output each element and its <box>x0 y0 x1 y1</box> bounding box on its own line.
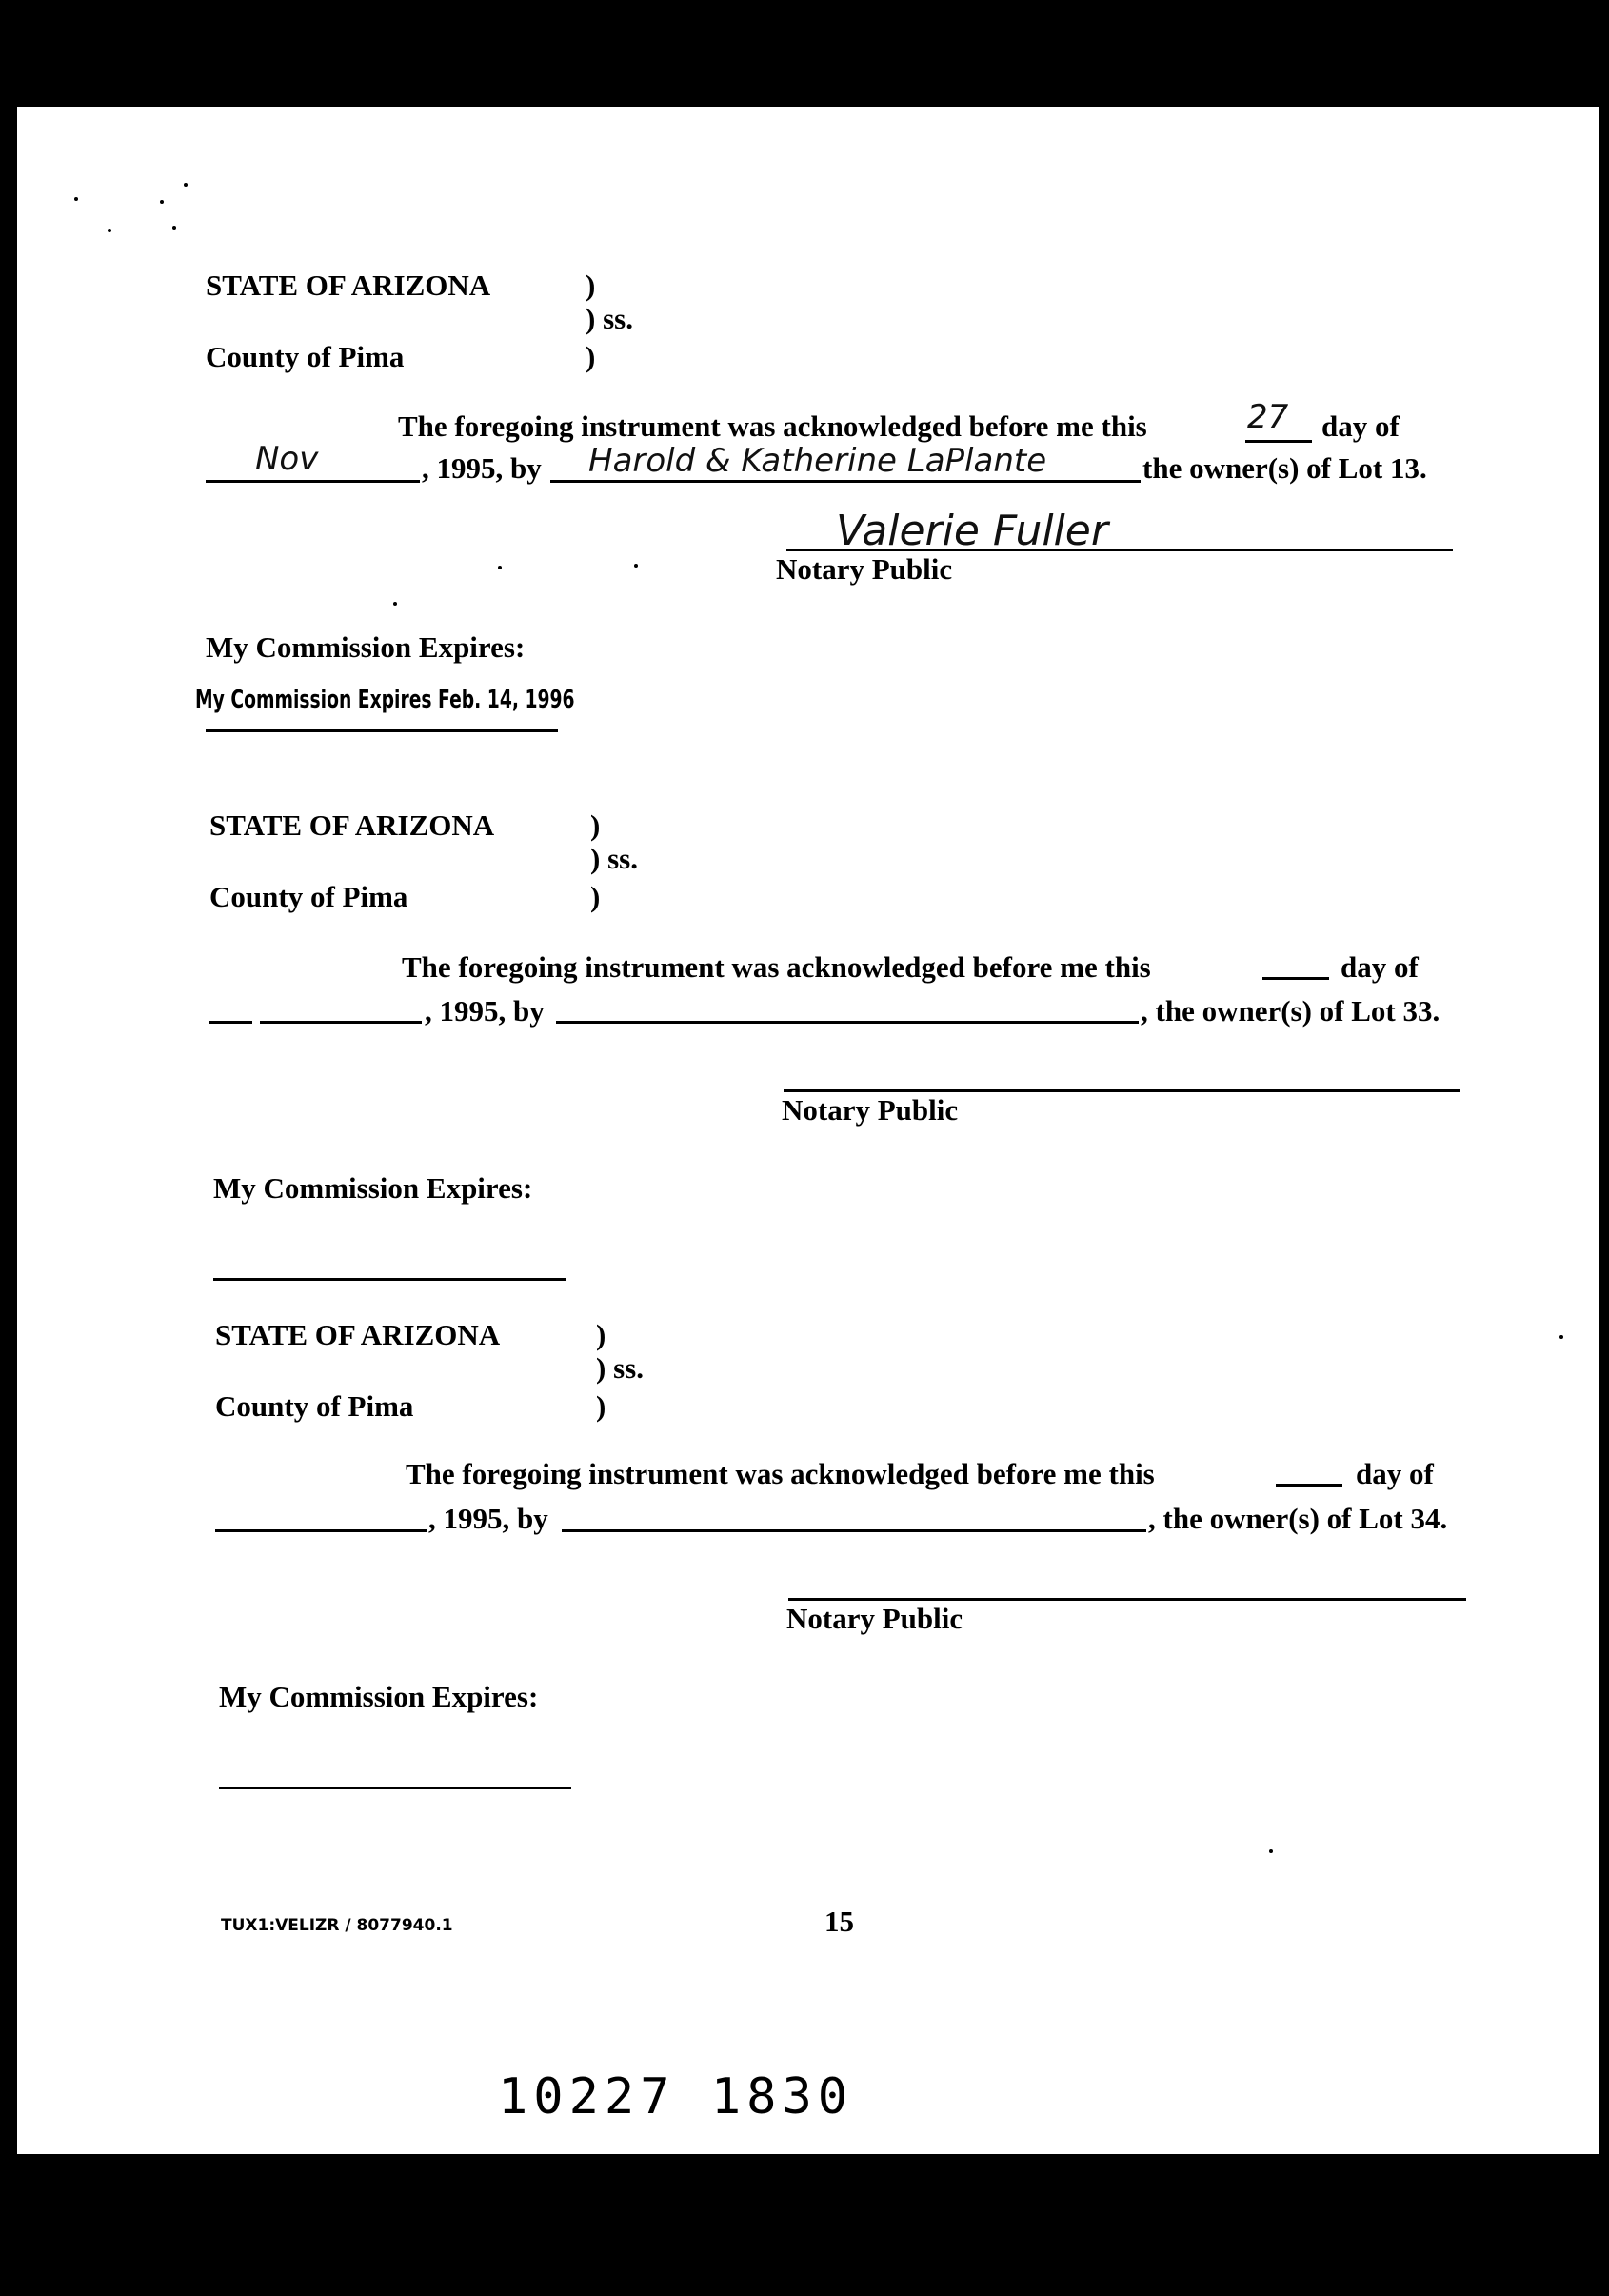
county-heading: County of Pima <box>206 340 405 373</box>
year-by-text: , 1995, by <box>428 1502 548 1535</box>
commission-expires-label: My Commission Expires: <box>219 1680 539 1713</box>
acknowledgment-text: The foregoing instrument was acknowledged before me this <box>402 950 1151 984</box>
day-of-text: day of <box>1341 950 1419 984</box>
month-blank <box>215 1529 427 1532</box>
scan-speck <box>160 200 164 204</box>
name-blank <box>562 1529 1146 1532</box>
paren: ) <box>586 269 596 302</box>
page-number: 15 <box>824 1905 854 1938</box>
notary-public-label: Notary Public <box>776 552 953 586</box>
notary-signature: Valerie Fuller <box>836 507 1108 555</box>
name-blank <box>550 480 1141 483</box>
name-handwritten: Harold & Katherine LaPlante <box>588 442 1047 480</box>
signature-line <box>788 1598 1466 1601</box>
scan-speck <box>1559 1335 1563 1339</box>
signature-line <box>784 1089 1460 1092</box>
state-heading: STATE OF ARIZONA <box>215 1318 501 1351</box>
ss-marker: ) ss. <box>596 1351 644 1385</box>
owner-lot-text: , the owner(s) of Lot 33. <box>1141 994 1440 1028</box>
notary-public-label: Notary Public <box>782 1093 959 1127</box>
day-of-text: day of <box>1356 1457 1434 1490</box>
scan-speck <box>1269 1849 1273 1853</box>
acknowledgment-text: The foregoing instrument was acknowledged before me this <box>406 1457 1155 1490</box>
paren: ) <box>590 880 601 913</box>
month-blank-a <box>209 1021 252 1024</box>
owner-lot-text: the owner(s) of Lot 13. <box>1142 451 1427 485</box>
month-blank-b <box>260 1021 422 1024</box>
county-heading: County of Pima <box>215 1389 414 1423</box>
scan-speck <box>498 566 502 569</box>
commission-stamp: My Commission Expires Feb. 14, 1996 <box>195 686 575 714</box>
commission-line <box>213 1278 566 1281</box>
scan-speck <box>172 226 176 230</box>
ss-marker: ) ss. <box>590 842 638 875</box>
day-blank <box>1262 977 1329 980</box>
signature-line <box>786 549 1453 551</box>
paren: ) <box>596 1318 606 1351</box>
day-handwritten: 27 <box>1247 398 1289 436</box>
ss-marker: ) ss. <box>586 302 633 335</box>
acknowledgment-text: The foregoing instrument was acknowledged before me this <box>398 409 1147 443</box>
paren: ) <box>596 1389 606 1423</box>
document-code: TUX1:VELIZR / 8077940.1 <box>221 1916 453 1935</box>
day-blank <box>1276 1484 1342 1487</box>
commission-expires-label: My Commission Expires: <box>206 630 526 664</box>
paren: ) <box>586 340 596 373</box>
owner-lot-text: , the owner(s) of Lot 34. <box>1148 1502 1448 1535</box>
record-number: 10227 1830 <box>498 2068 854 2126</box>
year-by-text: , 1995, by <box>425 994 545 1028</box>
paren: ) <box>590 809 601 842</box>
month-blank <box>206 480 420 483</box>
day-of-text: day of <box>1321 409 1400 443</box>
scan-speck <box>634 564 638 568</box>
document-page <box>17 107 1599 2154</box>
scan-speck <box>184 183 188 187</box>
notary-public-label: Notary Public <box>786 1602 963 1635</box>
name-blank <box>556 1021 1139 1024</box>
state-heading: STATE OF ARIZONA <box>209 809 495 842</box>
state-heading: STATE OF ARIZONA <box>206 269 491 302</box>
commission-line <box>219 1787 571 1789</box>
scan-speck <box>74 197 78 201</box>
scan-speck <box>393 602 397 606</box>
day-blank <box>1245 440 1312 443</box>
commission-line <box>206 729 558 732</box>
scan-speck <box>108 229 111 232</box>
commission-expires-label: My Commission Expires: <box>213 1171 533 1205</box>
year-by-text: , 1995, by <box>422 451 542 485</box>
month-handwritten: Nov <box>255 440 319 478</box>
county-heading: County of Pima <box>209 880 408 913</box>
